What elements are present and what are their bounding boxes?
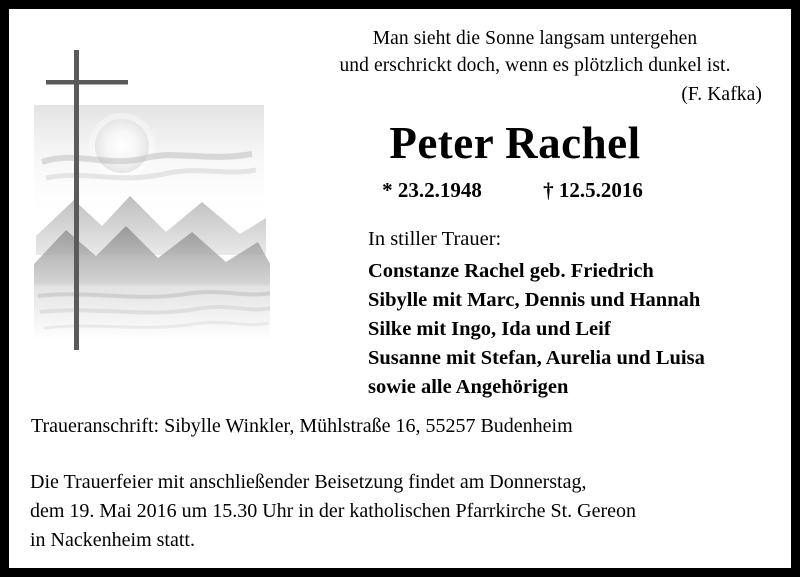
list-item: Susanne mit Stefan, Aurelia und Luisa: [368, 347, 705, 370]
list-item: Silke mit Ingo, Ida und Leif: [368, 318, 611, 341]
quote-line-2: und erschrickt doch, wenn es plötzlich dunkel ist.: [339, 54, 731, 76]
ceremony-details: [30, 468, 760, 554]
mourners-list: [368, 257, 705, 403]
birth-date: * 23.2.1948: [382, 178, 482, 202]
quote-line-1: Man sieht die Sonne langsam untergehen: [372, 28, 698, 49]
mourning-address: Traueranschrift: Sibylle Winkler, Mühlstraße 16, 55257 Budenheim: [31, 415, 573, 437]
mourners-intro: In stiller Trauer:: [368, 228, 502, 250]
ceremony-line-2: dem 19. Mai 2016 um 15.30 Uhr in der katholischen Pfarrkirche St. Gereon: [30, 499, 636, 522]
list-item: Sibylle mit Marc, Dennis und Hannah: [368, 289, 701, 312]
quote-attribution: (F. Kafka): [681, 83, 762, 105]
deceased-name: Peter Rachel: [389, 118, 641, 168]
cross-landscape-moon-icon: [26, 50, 281, 370]
list-item: Constanze Rachel geb. Friedrich: [368, 260, 654, 282]
ceremony-line-1: Die Trauerfeier mit anschließender Beisetzung findet am Donnerstag,: [30, 471, 587, 493]
quote-block: [300, 26, 770, 109]
ceremony-line-3: in Nackenheim statt.: [30, 528, 195, 551]
life-dates: [245, 178, 780, 203]
list-item: sowie alle Angehörigen: [368, 376, 569, 399]
death-date: † 12.5.2016: [543, 178, 643, 202]
